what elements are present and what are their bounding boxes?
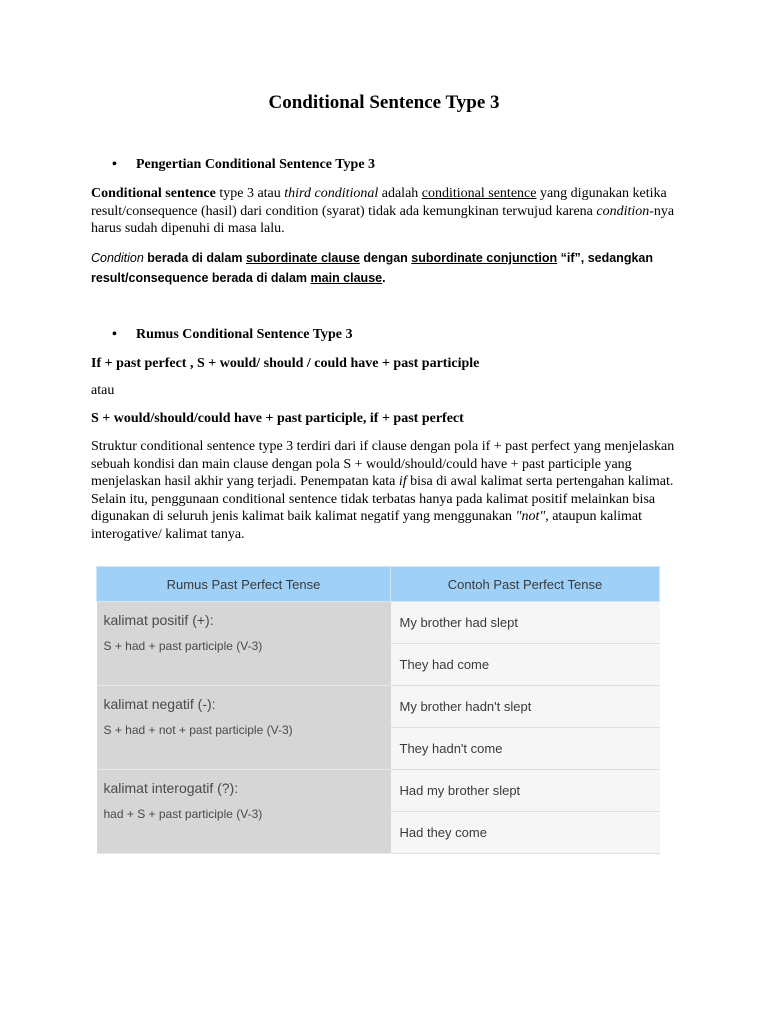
formula-cell bbox=[97, 686, 391, 770]
link-main-clause[interactable]: main clause bbox=[310, 271, 383, 285]
example-cell: They had come bbox=[391, 644, 660, 686]
text-run: “if”, sedangkan result/consequence berada di dalam bbox=[91, 251, 653, 285]
formula-cell bbox=[97, 602, 391, 686]
text-run: adalah bbox=[378, 186, 422, 201]
sentence-formula: S + had + past participle (V-3) bbox=[103, 639, 263, 653]
example-cell: They hadn't come bbox=[391, 728, 660, 770]
past-perfect-table bbox=[96, 566, 660, 854]
text-run: Struktur conditional sentence type 3 terdiri dari if clause dengan pola if + past perfect yang menjelaskan sebuah kondisi dan main clause dengan pola S + would/should/could have + past participle yang menjelaskan hasil akhir yang terjadi. Penempatan kata bbox=[91, 439, 675, 489]
formula-1: If + past perfect , S + would/ should / could have + past participle bbox=[91, 356, 480, 371]
table-header-rumus: Rumus Past Perfect Tense bbox=[97, 567, 391, 602]
term-not: "not" bbox=[515, 509, 546, 524]
sentence-kind: kalimat negatif (-): bbox=[103, 696, 216, 712]
text-run: dengan bbox=[359, 251, 412, 265]
text-run: bisa di awal kalimat serta pertengahan kalimat. Selain itu, penggunaan conditional sentence tidak terbatas hanya pada kalimat positif melainkan bisa digunakan di seluruh jenis kalimat baik kalimat negatif yang menggunakan bbox=[91, 474, 674, 524]
formula-cell bbox=[97, 770, 391, 854]
term-condition: Condition bbox=[91, 251, 144, 265]
term-third-conditional: third conditional bbox=[284, 186, 379, 201]
sentence-kind: kalimat interogatif (?): bbox=[103, 780, 239, 796]
text-run: type 3 atau bbox=[215, 186, 285, 201]
example-cell: My brother hadn't slept bbox=[391, 686, 660, 728]
example-cell: Had they come bbox=[391, 812, 660, 854]
example-cell: Had my brother slept bbox=[391, 770, 660, 812]
table-header-row bbox=[97, 567, 660, 602]
text-run: -nya harus sudah dipenuhi di masa lalu. bbox=[91, 203, 675, 236]
text-run: , ataupun kalimat interogative/ kalimat tanya. bbox=[91, 509, 643, 542]
table-row bbox=[97, 770, 660, 812]
table-row bbox=[97, 686, 660, 728]
link-conditional-sentence[interactable]: conditional sentence bbox=[421, 186, 537, 201]
paragraph-definition bbox=[91, 185, 681, 238]
term-condition: condition bbox=[596, 203, 650, 219]
bullet-icon: • bbox=[112, 327, 117, 342]
term-conditional-sentence: Conditional sentence bbox=[91, 186, 216, 201]
sentence-kind: kalimat positif (+): bbox=[103, 612, 214, 628]
sentence-formula: had + S + past participle (V-3) bbox=[103, 807, 263, 821]
example-cell: My brother had slept bbox=[391, 602, 660, 644]
link-subordinate-clause[interactable]: subordinate clause bbox=[245, 251, 360, 265]
link-subordinate-conjunction[interactable]: subordinate conjunction bbox=[411, 251, 558, 265]
bullet-icon: • bbox=[112, 157, 117, 172]
bullet-rumus bbox=[112, 327, 353, 343]
page-title: Conditional Sentence Type 3 bbox=[268, 92, 500, 113]
bullet-label: Rumus Conditional Sentence Type 3 bbox=[136, 327, 353, 342]
bullet-pengertian bbox=[112, 157, 375, 173]
paragraph-structure bbox=[91, 438, 681, 543]
sentence-formula: S + had + not + past participle (V-3) bbox=[103, 723, 293, 737]
table-row bbox=[97, 602, 660, 644]
term-if: if bbox=[398, 474, 407, 489]
text-run: yang digunakan ketika result/consequence (hasil) dari condition (syarat) tidak ada kemungkinan terwujud karena bbox=[91, 186, 667, 219]
atau-text: atau bbox=[91, 383, 115, 398]
paragraph-clause bbox=[91, 248, 681, 288]
bullet-label: Pengertian Conditional Sentence Type 3 bbox=[136, 157, 376, 172]
text-run: . bbox=[382, 271, 386, 285]
formula-2: S + would/should/could have + past participle, if + past perfect bbox=[91, 411, 464, 426]
text-run: berada di dalam bbox=[143, 251, 246, 265]
table-header-contoh: Contoh Past Perfect Tense bbox=[391, 567, 660, 602]
